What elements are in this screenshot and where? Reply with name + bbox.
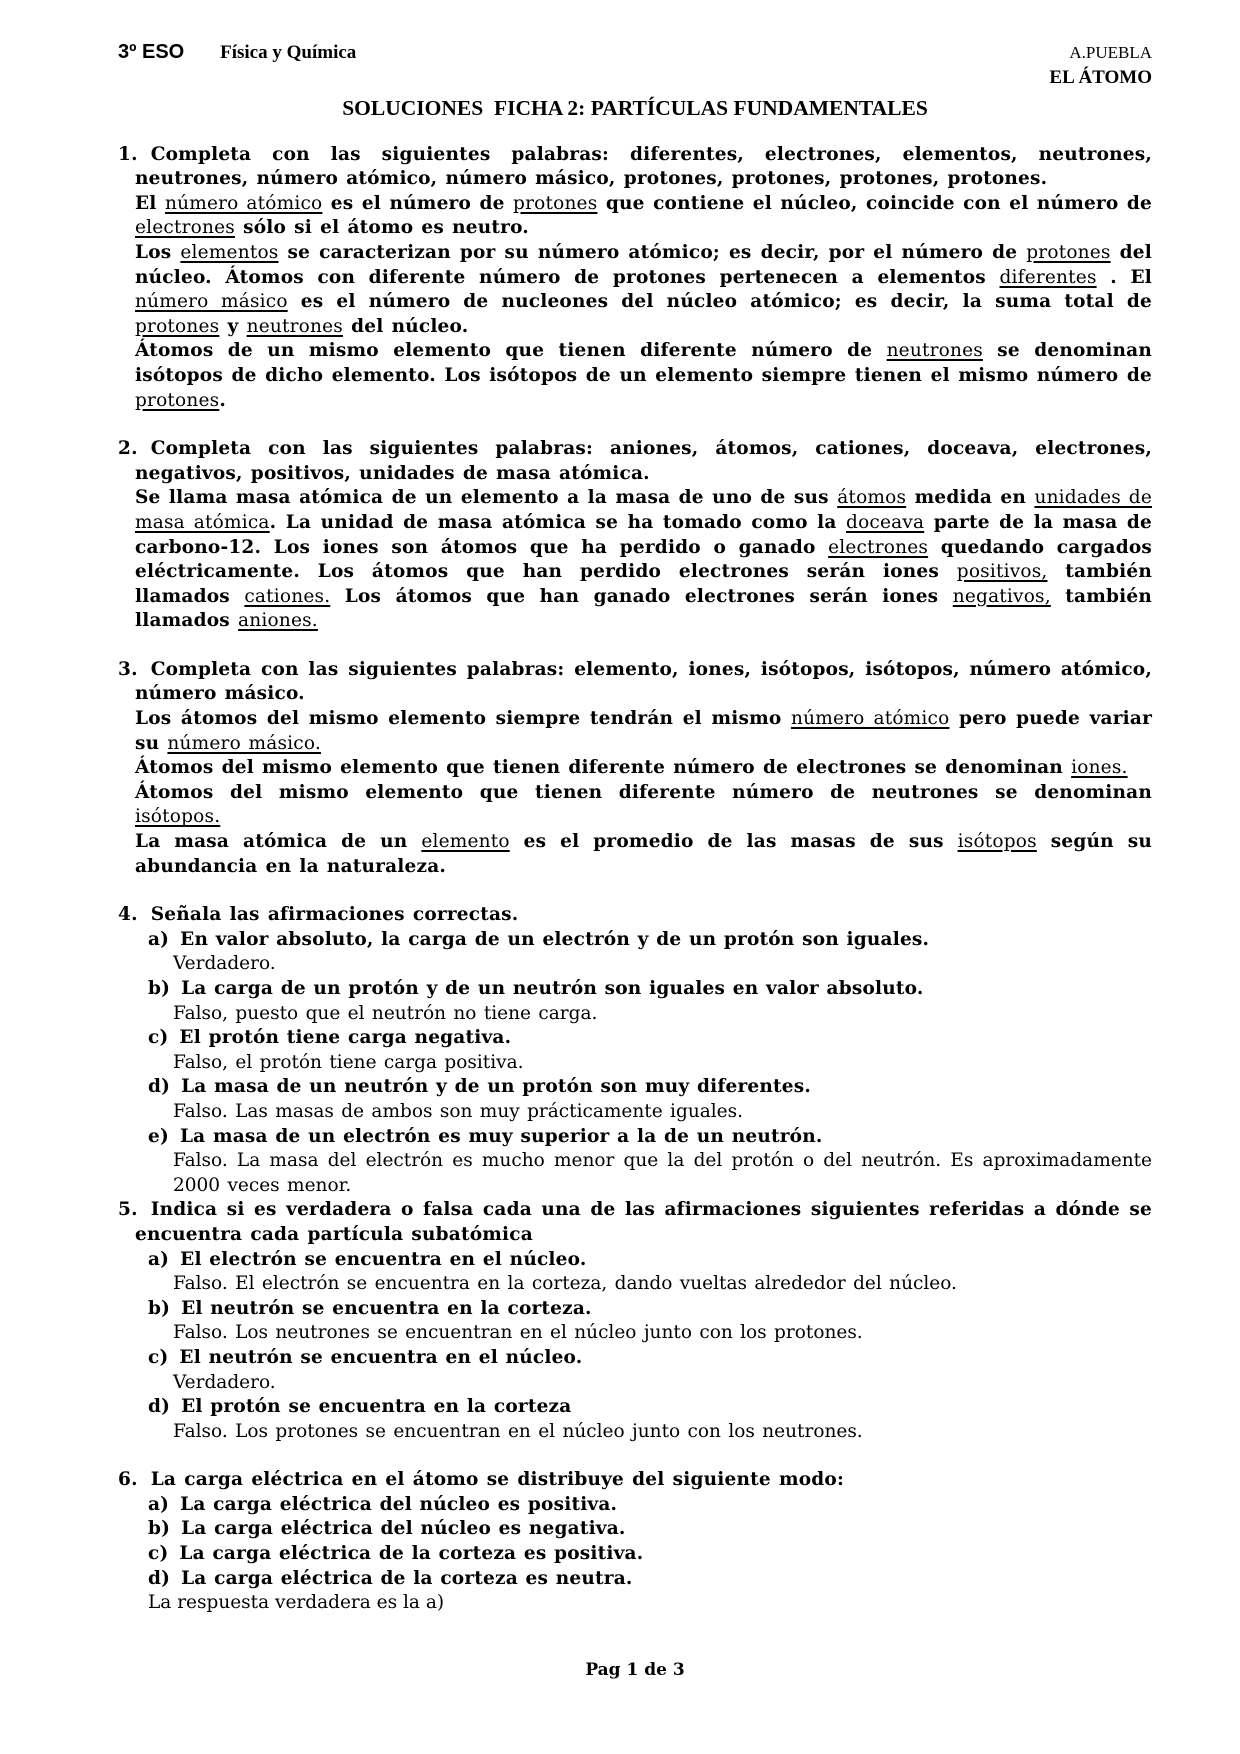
answer-text-segment: también llamados (135, 561, 1152, 607)
fill-in-answer: protones (1026, 241, 1111, 263)
question-text: La carga eléctrica en el átomo se distribuye del siguiente modo: (150, 1469, 844, 1491)
fill-in-answer: átomos (837, 487, 907, 509)
option-statement (118, 1297, 1152, 1322)
answer-option (118, 1075, 1152, 1124)
answer-paragraph (118, 756, 1152, 781)
fill-in-answer: cationes. (244, 585, 331, 607)
answer-text-segment: Átomos de un mismo elemento que tienen diferente número de (135, 340, 887, 362)
question-heading (118, 143, 1152, 192)
answer-text-segment: Átomos del mismo elemento que tienen diferente número de neutrones se denominan (135, 781, 1152, 803)
fill-in-answer: negativos, (952, 585, 1051, 607)
option-statement (118, 1567, 1152, 1592)
answer-text-segment: y (219, 315, 247, 337)
fill-in-answer: isótopos (957, 831, 1037, 853)
fill-in-answer: protones (135, 315, 220, 337)
option-statement (118, 1493, 1152, 1518)
answer-option (118, 977, 1152, 1026)
answer-text-segment: Los átomos del mismo elemento siempre tendrán el mismo (135, 708, 791, 730)
author-label: A.PUEBLA (1069, 43, 1152, 62)
question-heading (118, 658, 1152, 707)
option-statement (118, 1542, 1152, 1567)
answer-text-segment: es el número de (322, 192, 514, 214)
question-block (118, 1198, 1152, 1444)
option-text: El protón tiene carga negativa. (179, 1027, 512, 1049)
answer-option (118, 1026, 1152, 1075)
answer-text-segment: parte de la masa de carbono-12. Los iones son átomos que ha perdido o ganado (135, 511, 1152, 558)
option-answer: Falso, puesto que el neutrón no tiene carga. (173, 1002, 598, 1024)
question-block (118, 1468, 1152, 1616)
option-statement (118, 1075, 1152, 1100)
question-block (118, 903, 1152, 1198)
answer-option (118, 1297, 1152, 1346)
option-statement (118, 1395, 1152, 1420)
option-text: La masa de un electrón es muy superior a la de un neutrón. (179, 1125, 823, 1147)
fill-in-answer: electrones (828, 536, 929, 558)
answer-text-segment: La masa atómica de un (135, 831, 422, 853)
answer-text-segment: . El (1096, 266, 1152, 288)
answer-option (118, 1346, 1152, 1395)
option-answer: Falso. Las masas de ambos son muy prácticamente iguales. (173, 1100, 743, 1122)
fill-in-answer: número atómico (164, 192, 323, 214)
option-text: El neutrón se encuentra en el núcleo. (179, 1346, 583, 1368)
fill-in-answer: neutrones (246, 315, 343, 337)
fill-in-answer: número másico. (167, 732, 321, 754)
option-statement (118, 928, 1152, 953)
question-number: 1. (118, 143, 138, 165)
option-letter: b) (148, 1297, 171, 1319)
answer-text-segment: sólo si el átomo es neutro. (234, 217, 529, 239)
answer-paragraph (118, 339, 1152, 413)
answer-paragraph (118, 192, 1152, 241)
option-text: El protón se encuentra en la corteza (181, 1396, 572, 1418)
fill-in-answer: positivos, (956, 561, 1048, 583)
option-text: La carga eléctrica del núcleo es negativa. (181, 1518, 626, 1540)
fill-in-answer: unidades de masa atómica (135, 487, 1152, 533)
answer-text-segment: . (219, 389, 227, 411)
option-letter: c) (148, 1346, 169, 1368)
answer-text-segment: que contiene el núcleo, coincide con el número de (597, 192, 1152, 214)
answer-text-segment: Se llama masa atómica de un elemento a la masa de uno de sus (135, 487, 838, 509)
option-letter: a) (148, 1248, 170, 1270)
fill-in-answer: electrones (135, 217, 235, 239)
question-number: 5. (118, 1199, 138, 1221)
answer-text-segment: del núcleo. (342, 315, 469, 337)
answer-text-segment: es el promedio de las masas de sus (509, 831, 958, 853)
fill-in-answer: número másico (135, 291, 288, 313)
option-answer: Falso. El electrón se encuentra en la corteza, dando vueltas alrededor del núcleo. (173, 1273, 957, 1295)
header-right (1049, 40, 1152, 90)
question-heading (118, 903, 1152, 928)
question-block (118, 437, 1152, 634)
answer-text-segment: El (135, 192, 165, 214)
answer-text-segment: se denominan isótopos de dicho elemento. Los isótopos de un elemento siempre tienen el mismo número de (135, 340, 1153, 386)
question-text: Completa con las siguientes palabras: aniones, átomos, cationes, doceava, electrones, negativos, positivos, unidades de masa atómica. (135, 438, 1152, 484)
answer-paragraph (118, 781, 1152, 830)
question-block (118, 658, 1152, 879)
option-answer: Falso. La masa del electrón es mucho menor que la del protón o del neutrón. Es aproximadamente 2000 veces menor. (173, 1150, 1152, 1196)
option-statement (118, 1125, 1152, 1150)
option-statement (118, 977, 1152, 1002)
subject-label: Física y Química (220, 42, 357, 63)
answer-paragraph (118, 830, 1152, 879)
option-letter: a) (148, 928, 170, 950)
answer-text-segment: quedando cargados eléctricamente. Los átomos que han perdido electrones serán iones (135, 536, 1152, 583)
question-text: Completa con las siguientes palabras: elemento, iones, isótopos, isótopos, número atómico, número másico. (135, 658, 1152, 705)
answer-text-segment: pero puede variar su (135, 708, 1153, 754)
question-heading (118, 1468, 1152, 1493)
page-number: Pag 1 de 3 (585, 1660, 685, 1680)
option-statement (118, 1026, 1152, 1051)
answer-option (118, 1248, 1152, 1297)
fill-in-answer: iones. (1071, 757, 1128, 779)
answer-option (118, 1395, 1152, 1444)
fill-in-answer: aniones. (238, 610, 318, 632)
course-label: 3º ESO (118, 41, 185, 63)
answer-text-segment: Átomos del mismo elemento que tienen diferente número de electrones se denominan (135, 757, 1072, 779)
answer-paragraph (118, 241, 1152, 339)
question-number: 2. (118, 438, 138, 460)
option-statement (118, 1346, 1152, 1371)
option-answer: Verdadero. (173, 1371, 276, 1393)
fill-in-answer: isótopos. (135, 806, 221, 828)
topic-label: EL ÁTOMO (1049, 67, 1152, 88)
question-number: 6. (118, 1469, 138, 1491)
answer-text-segment: Los átomos que han ganado electrones serán iones (330, 585, 953, 607)
fill-in-answer: elementos (180, 241, 279, 263)
answer-text-segment: también llamados (135, 585, 1152, 632)
fill-in-answer: número atómico (790, 708, 950, 730)
option-letter: c) (148, 1543, 169, 1565)
option-text: La carga de un protón y de un neutrón son iguales en valor absoluto. (181, 978, 924, 999)
fill-in-answer: protones (513, 192, 598, 214)
answer-option (118, 1125, 1152, 1199)
fill-in-answer: elemento (421, 831, 510, 853)
option-text: La carga eléctrica del núcleo es positiva. (180, 1493, 618, 1515)
fill-in-answer: protones (135, 389, 220, 411)
page-header (118, 40, 1152, 90)
option-statement (118, 1517, 1152, 1542)
question-block (118, 143, 1152, 414)
option-letter: d) (148, 1076, 171, 1098)
answer-paragraph (118, 707, 1152, 756)
option-letter: b) (148, 1518, 171, 1540)
answer-option (118, 1493, 1152, 1518)
question-number: 4. (118, 904, 138, 926)
option-letter: e) (148, 1125, 169, 1147)
answer-text-segment: se caracterizan por su número atómico; es decir, por el número de (278, 241, 1027, 263)
option-letter: d) (148, 1567, 171, 1589)
fill-in-answer: neutrones (886, 340, 983, 362)
option-text: El electrón se encuentra en el núcleo. (180, 1248, 587, 1270)
option-text: La masa de un neutrón y de un protón son muy diferentes. (181, 1076, 811, 1098)
option-text: En valor absoluto, la carga de un electrón y de un protón son iguales. (180, 928, 930, 950)
answer-text-segment: según su abundancia en la naturaleza. (135, 831, 1152, 877)
answer-text-segment: es el número de nucleones del núcleo atómico; es decir, la suma total de (287, 291, 1153, 313)
option-letter: c) (148, 1027, 169, 1049)
option-text: El neutrón se encuentra en la corteza. (181, 1297, 592, 1319)
answer-option (118, 928, 1152, 977)
answer-option (118, 1567, 1152, 1592)
option-text: La carga eléctrica de la corteza es positiva. (179, 1543, 644, 1565)
answer-text-segment: . La unidad de masa atómica se ha tomado como la (269, 511, 847, 533)
question-text: Completa con las siguientes palabras: diferentes, electrones, elementos, neutrones, neutrones, número atómico, número másico, protones, protones, protones, protones. (135, 143, 1152, 190)
question-heading (118, 437, 1152, 486)
option-letter: b) (148, 978, 171, 999)
question-text: Indica si es verdadera o falsa cada una de las afirmaciones siguientes referidas a dónde se encuentra cada partícula subatómica (135, 1199, 1152, 1245)
option-answer: Falso. Los protones se encuentran en el núcleo junto con los neutrones. (173, 1420, 863, 1442)
option-answer: Verdadero. (173, 953, 276, 975)
question-heading (118, 1198, 1152, 1247)
header-left (118, 40, 356, 66)
document-title: SOLUCIONES FICHA 2: PARTÍCULAS FUNDAMENTALES (342, 96, 928, 120)
answer-option (118, 1542, 1152, 1567)
option-letter: a) (148, 1493, 170, 1515)
questions-list (118, 143, 1152, 1616)
option-answer: Falso. Los neutrones se encuentran en el núcleo junto con los protones. (173, 1322, 863, 1344)
option-letter: d) (148, 1396, 171, 1418)
option-answer: Falso, el protón tiene carga positiva. (173, 1051, 524, 1073)
answer-text-segment: medida en (906, 487, 1035, 509)
answer-paragraph (118, 486, 1152, 634)
option-statement (118, 1248, 1152, 1273)
answer-text-segment: Los (135, 241, 181, 263)
fill-in-answer: diferentes (999, 266, 1097, 288)
question-number: 3. (118, 658, 138, 680)
fill-in-answer: doceava (846, 511, 925, 533)
answer-text-segment: del núcleo. Átomos con diferente número de protones pertenecen a elementos (135, 241, 1152, 288)
closing-answer: La respuesta verdadera es la a) (148, 1592, 445, 1614)
option-text: La carga eléctrica de la corteza es neutra. (181, 1567, 633, 1589)
question-text: Señala las afirmaciones correctas. (150, 904, 519, 926)
answer-option (118, 1517, 1152, 1542)
